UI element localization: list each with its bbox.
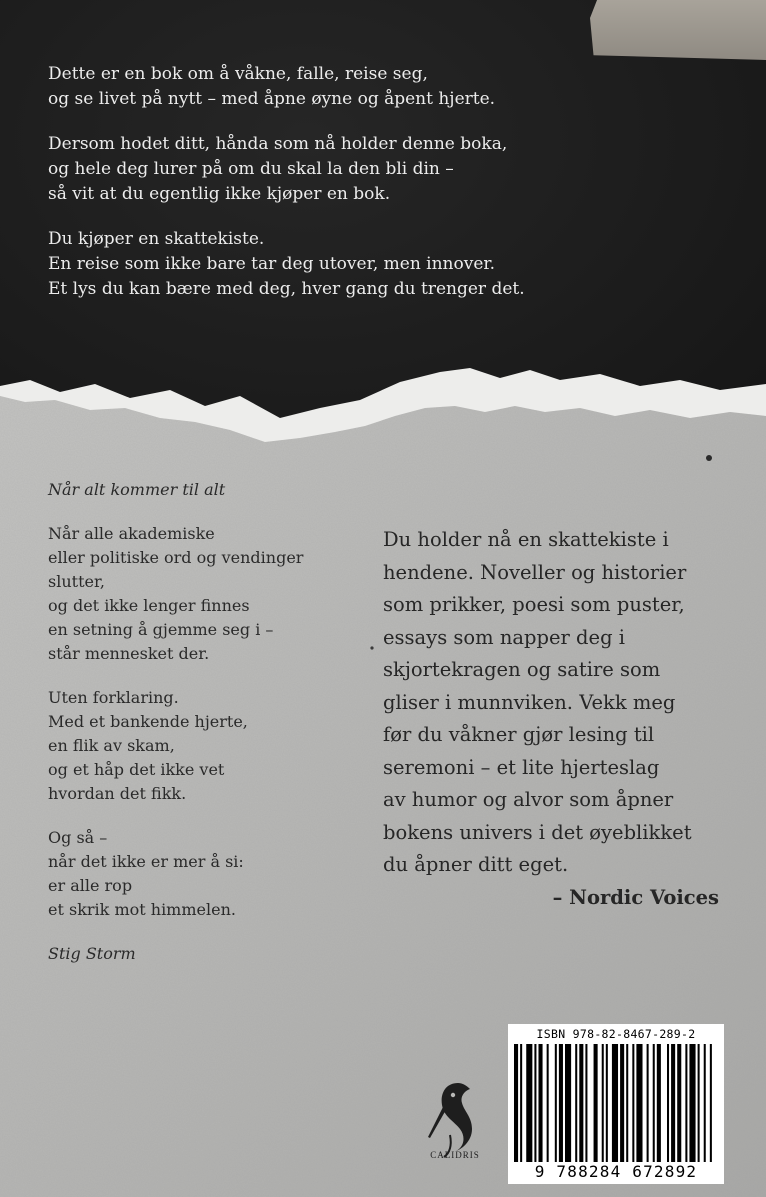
barcode-bar — [612, 1044, 618, 1162]
intro-line: så vit at du egentlig ikke kjøper en bok. — [48, 184, 391, 204]
poem-line: en setning å gjemme seg i – — [48, 620, 274, 639]
barcode-bar — [667, 1044, 669, 1162]
blurb-line: seremoni – et lite hjerteslag — [383, 755, 660, 779]
poem-line: eller politiske ord og vendinger — [48, 548, 304, 567]
poem-line: et skrik mot himmelen. — [48, 900, 236, 919]
barcode-bar — [620, 1044, 624, 1162]
barcode-bar — [689, 1044, 695, 1162]
poem-line: hvordan det fikk. — [48, 784, 187, 803]
poem-line: er alle rop — [48, 876, 133, 895]
barcode-bar — [520, 1044, 522, 1162]
blurb-line: du åpner ditt eget. — [383, 853, 569, 876]
barcode-bar — [585, 1044, 587, 1162]
poem-line: står mennesket der. — [48, 644, 210, 663]
intro-line: Dette er en bok om å våkne, falle, reise seg, — [48, 64, 428, 84]
blurb-line: før du våkner gjør lesing til — [383, 723, 655, 746]
blurb-line: bokens univers i det øyeblikket — [383, 820, 692, 844]
blurb-line: Du holder nå en skattekiste i — [383, 528, 669, 551]
barcode-bar — [710, 1044, 712, 1162]
masking-tape — [590, 0, 766, 60]
poem-line: Når alle akademiske — [48, 524, 215, 543]
poem-line: og det ikke lenger finnes — [48, 596, 250, 615]
barcode-bar — [538, 1044, 542, 1162]
intro-line: og se livet på nytt – med åpne øyne og åpent hjerte. — [48, 89, 496, 109]
intro-paragraph-1 — [48, 62, 608, 112]
poem-stanza-2 — [48, 686, 368, 806]
barcode-bar — [575, 1044, 577, 1162]
intro-line: og hele deg lurer på om du skal la den bli din – — [48, 159, 454, 179]
poem-line: Med et bankende hjerte, — [48, 712, 248, 731]
barcode-bar — [534, 1044, 536, 1162]
poem-stanza-3 — [48, 826, 368, 922]
barcode-bar — [632, 1044, 634, 1162]
isbn-barcode — [508, 1024, 724, 1184]
barcode-bar — [636, 1044, 642, 1162]
blurb-line: gliser i munnviken. Vekk meg — [383, 690, 676, 714]
poem — [48, 478, 368, 966]
barcode-bar — [579, 1044, 583, 1162]
poem-line: en flik av skam, — [48, 736, 175, 755]
blurb-line: av humor og alvor som åpner — [383, 788, 674, 811]
intro-line: En reise som ikke bare tar deg utover, men innover. — [48, 254, 496, 274]
poem-author: Stig Storm — [48, 944, 136, 963]
barcode-bar — [602, 1044, 604, 1162]
barcode-bars — [514, 1044, 718, 1162]
poem-line: Uten forklaring. — [48, 688, 179, 707]
blurb-line: som prikker, poesi som puster, — [383, 593, 685, 616]
barcode-bar — [526, 1044, 532, 1162]
barcode-digits: 9 788284 672892 — [534, 1162, 698, 1181]
barcode-bar — [653, 1044, 655, 1162]
blurb-credit: – Nordic Voices — [552, 885, 719, 909]
intro-text — [48, 62, 608, 322]
blurb-line: skjortekragen og satire som — [383, 658, 661, 681]
poem-line: og et håp det ikke vet — [48, 760, 225, 779]
barcode-bar — [657, 1044, 661, 1162]
barcode-bar — [514, 1044, 518, 1162]
barcode-bar — [685, 1044, 687, 1162]
intro-paragraph-2 — [48, 132, 608, 207]
barcode-bar — [555, 1044, 557, 1162]
poem-line: slutter, — [48, 572, 105, 591]
poem-title: Når alt kommer til alt — [48, 480, 226, 499]
blurb-line: hendene. Noveller og historier — [383, 560, 687, 584]
poem-stanza-1 — [48, 522, 368, 666]
intro-line: Dersom hodet ditt, hånda som nå holder denne boka, — [48, 134, 508, 154]
barcode-bar — [606, 1044, 608, 1162]
barcode-bar — [594, 1044, 598, 1162]
poem-line: når det ikke er mer å si: — [48, 852, 244, 871]
isbn-label: ISBN 978-82-8467-289-2 — [536, 1027, 696, 1041]
barcode-bar — [547, 1044, 549, 1162]
poem-line: Og så – — [48, 828, 108, 847]
barcode-bar — [677, 1044, 681, 1162]
publisher-name: CALIDRIS — [430, 1150, 480, 1160]
barcode-bar — [671, 1044, 675, 1162]
intro-line: Et lys du kan bære med deg, hver gang du trenger det. — [48, 279, 525, 299]
barcode-bar — [559, 1044, 563, 1162]
intro-paragraph-3 — [48, 227, 608, 302]
blurb-line: essays som napper deg i — [383, 625, 625, 649]
barcode-bar — [565, 1044, 571, 1162]
intro-line: Du kjøper en skattekiste. — [48, 229, 265, 249]
review-blurb — [383, 524, 723, 914]
barcode-bar — [698, 1044, 700, 1162]
barcode-bar — [626, 1044, 628, 1162]
barcode-bar — [647, 1044, 649, 1162]
barcode-bar — [704, 1044, 706, 1162]
